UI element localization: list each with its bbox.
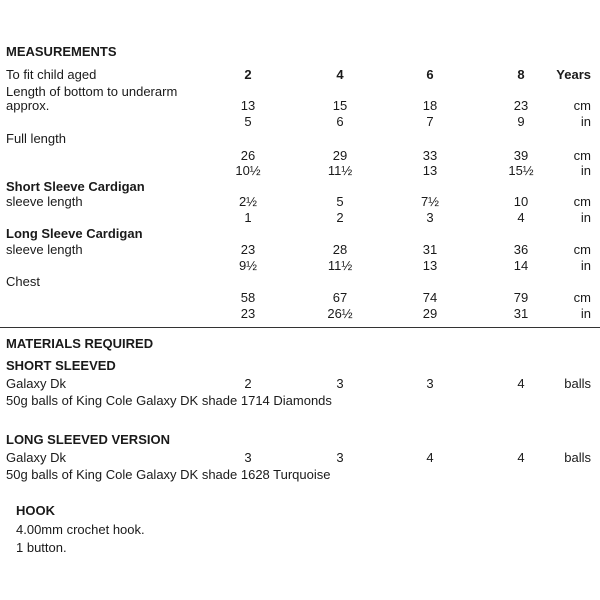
measurement-value: 5 (244, 114, 252, 129)
measurement-label: approx. (6, 98, 50, 113)
measurement-value: 6 (426, 67, 434, 82)
measurement-value: 3 (426, 210, 434, 225)
measurement-value: 7 (426, 114, 434, 129)
measurement-value: 33 (422, 148, 438, 163)
short-yarn-unit: balls (564, 376, 591, 391)
measurement-value: 18 (422, 98, 438, 113)
measurement-label: sleeve length (6, 194, 83, 209)
measurement-value: 67 (332, 290, 348, 305)
short-yarn-label: Galaxy Dk (6, 376, 66, 391)
measurement-unit: in (580, 306, 591, 321)
measurement-value: 11½ (327, 163, 353, 178)
measurement-value: 5 (336, 194, 344, 209)
measurement-value: 36 (513, 242, 529, 257)
measurement-value: 11½ (327, 258, 353, 273)
measurement-value: 2½ (238, 194, 258, 209)
measurement-label: To fit child aged (6, 67, 97, 82)
measurement-value: 28 (332, 242, 348, 257)
short-yarn-value: 2 (244, 376, 252, 391)
measurement-unit: in (580, 163, 591, 178)
long-yarn-value: 3 (244, 450, 252, 465)
measurement-label: sleeve length (6, 242, 83, 257)
hook-line: 4.00mm crochet hook. (16, 522, 145, 537)
short-yarn-note: 50g balls of King Cole Galaxy DK shade 1714 Diamonds (6, 393, 332, 408)
measurement-label: Length of bottom to underarm (6, 84, 178, 99)
measurement-unit: cm (573, 242, 591, 257)
measurement-value: 2 (336, 210, 344, 225)
measurement-unit: in (580, 210, 591, 225)
short-yarn-value: 3 (426, 376, 434, 391)
measurement-value: 23 (513, 98, 529, 113)
long-yarn-label: Galaxy Dk (6, 450, 66, 465)
measurement-label: Short Sleeve Cardigan (6, 179, 145, 194)
measurement-value: 10½ (235, 163, 261, 178)
measurement-value: 2 (244, 67, 252, 82)
measurement-value: 7½ (420, 194, 440, 209)
measurement-value: 13 (422, 258, 438, 273)
measurement-label: Chest (6, 274, 40, 289)
measurement-value: 79 (513, 290, 529, 305)
measurement-unit: in (580, 258, 591, 273)
measurement-label: Long Sleeve Cardigan (6, 226, 143, 241)
measurement-value: 26½ (327, 306, 353, 321)
materials-heading: MATERIALS REQUIRED (6, 336, 154, 351)
measurement-value: 10 (513, 194, 529, 209)
measurement-value: 4 (517, 210, 525, 225)
short-yarn-value: 3 (336, 376, 344, 391)
measurement-value: 6 (336, 114, 344, 129)
measurement-value: 23 (240, 306, 256, 321)
measurement-unit: cm (573, 194, 591, 209)
measurement-value: 13 (422, 163, 438, 178)
section-divider (0, 327, 600, 328)
measurement-value: 39 (513, 148, 529, 163)
long-yarn-value: 3 (336, 450, 344, 465)
button-line: 1 button. (16, 540, 67, 555)
measurement-value: 9½ (238, 258, 258, 273)
measurement-value: 29 (422, 306, 438, 321)
measurement-value: 1 (244, 210, 252, 225)
measurement-value: 31 (513, 306, 529, 321)
measurement-value: 29 (332, 148, 348, 163)
hook-heading: HOOK (16, 503, 55, 518)
measurement-unit: in (580, 114, 591, 129)
measurement-value: 26 (240, 148, 256, 163)
measurement-unit: cm (573, 290, 591, 305)
long-yarn-value: 4 (426, 450, 434, 465)
measurement-value: 74 (422, 290, 438, 305)
measurement-value: 13 (240, 98, 256, 113)
measurement-unit: cm (573, 98, 591, 113)
measurement-value: 14 (513, 258, 529, 273)
measurement-value: 9 (517, 114, 525, 129)
measurement-unit: Years (556, 67, 591, 82)
long-yarn-note: 50g balls of King Cole Galaxy DK shade 1628 Turquoise (6, 467, 331, 482)
long-yarn-value: 4 (517, 450, 525, 465)
short-yarn-value: 4 (517, 376, 525, 391)
measurement-label: Full length (6, 131, 66, 146)
long-sleeved-heading: LONG SLEEVED VERSION (6, 432, 170, 447)
measurement-value: 31 (422, 242, 438, 257)
long-yarn-unit: balls (564, 450, 591, 465)
measurement-value: 15½ (508, 163, 534, 178)
measurement-value: 58 (240, 290, 256, 305)
measurement-value: 23 (240, 242, 256, 257)
measurement-unit: cm (573, 148, 591, 163)
measurements-heading: MEASUREMENTS (6, 44, 117, 59)
measurement-value: 4 (336, 67, 344, 82)
measurement-value: 8 (517, 67, 525, 82)
measurement-value: 15 (332, 98, 348, 113)
short-sleeved-heading: SHORT SLEEVED (6, 358, 116, 373)
